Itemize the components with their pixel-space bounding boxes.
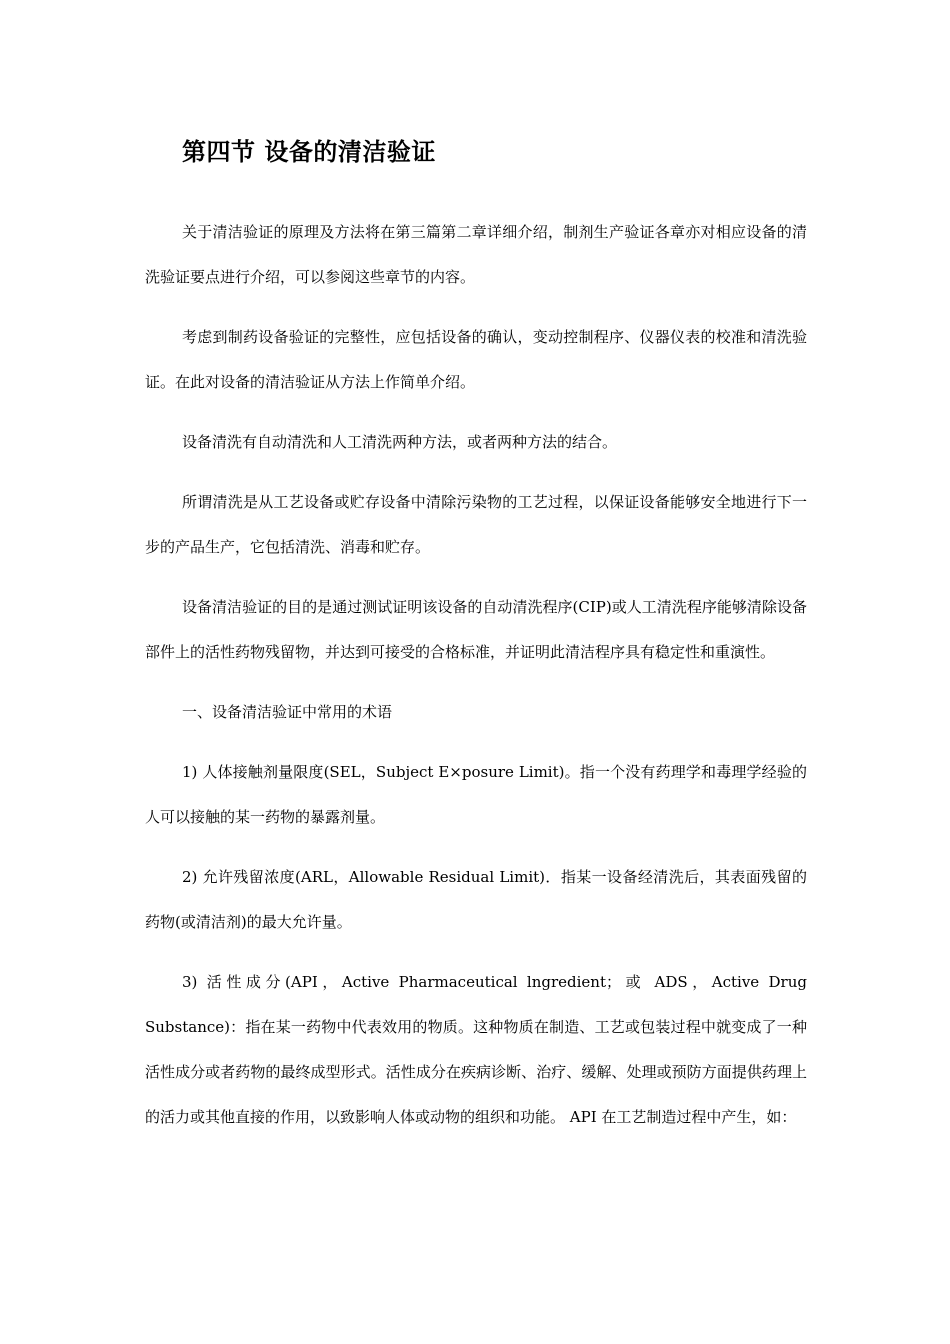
document-body xyxy=(145,210,807,1140)
paragraph-cleaning-validation-intro: 关于清洁验证的原理及方法将在第三篇第二章详细介绍，制剂生产验证各章亦对相应设备的清洗验证要点进行介绍，可以参阅这些章节的内容。 xyxy=(145,223,807,286)
paragraph-validation-purpose: 设备清洁验证的目的是通过测试证明该设备的自动清洗程序(CIP)或人工清洗程序能够清除设备部件上的活性药物残留物，并达到可接受的合格标准，并证明此清洁程序具有稳定性和重演性。 xyxy=(145,598,807,661)
term-item-sel: 1) 人体接触剂量限度(SEL，Subject E×posure Limit)。指一个没有药理学和毒理学经验的人可以接触的某一药物的暴露剂量。 xyxy=(145,763,807,826)
term-item-api: 3) 活性成分(API，Active Pharmaceutical lngredient；或 ADS，Active Drug Substance)：指在某一药物中代表效用的物质。这种物质在制造、工艺或包装过程中就变成了一种活性成分或者药物的最终成型形式。活性成分在疾病诊断、治疗、缓解、处理或预防方面提供药理上的活力或其他直接的作用，以致影响人体或动物的组织和功能。 API 在工艺制造过程中产生，如： xyxy=(145,973,807,1126)
paragraph-cleaning-methods: 设备清洗有自动清洗和人工清洗两种方法，或者两种方法的结合。 xyxy=(182,433,618,451)
term-item-arl: 2) 允许残留浓度(ARL，Allowable Residual Limit)．指某一设备经清洗后，其表面残留的药物(或清洁剂)的最大允许量。 xyxy=(145,868,807,931)
section-title: 第四节 设备的清洁验证 xyxy=(182,137,436,166)
subsection-heading-terms: 一、设备清洁验证中常用的术语 xyxy=(182,703,393,721)
paragraph-validation-completeness: 考虑到制药设备验证的完整性，应包括设备的确认，变动控制程序、仪器仪表的校准和清洗验证。在此对设备的清洁验证从方法上作简单介绍。 xyxy=(145,328,807,391)
paragraph-cleaning-definition: 所谓清洗是从工艺设备或贮存设备中清除污染物的工艺过程，以保证设备能够安全地进行下一步的产品生产，它包括清洗、消毒和贮存。 xyxy=(145,493,807,556)
